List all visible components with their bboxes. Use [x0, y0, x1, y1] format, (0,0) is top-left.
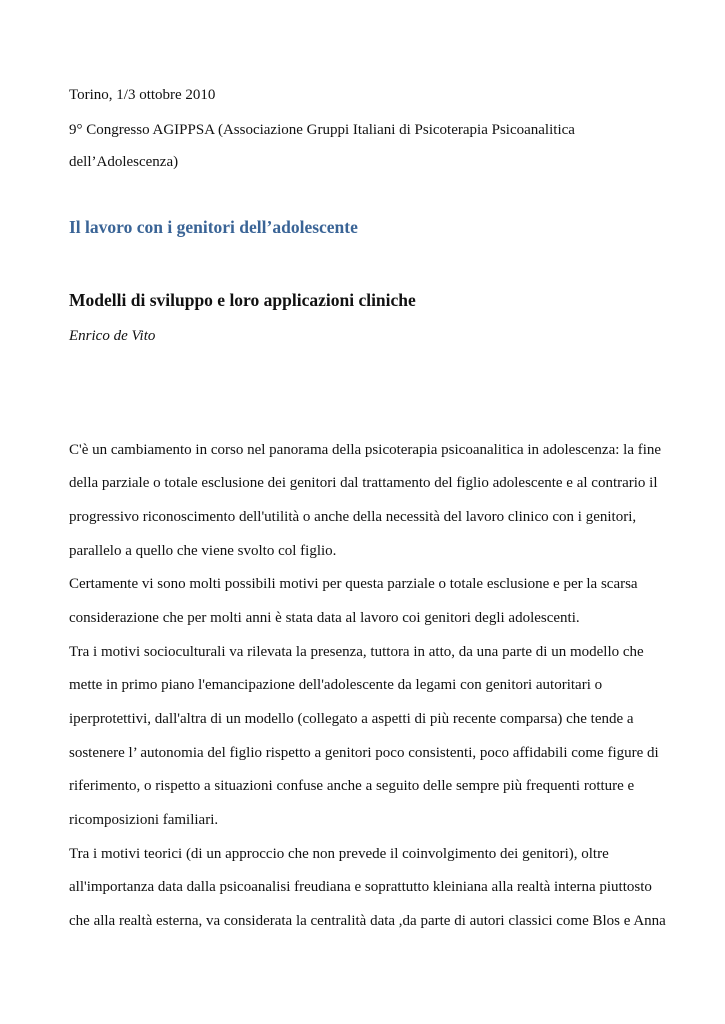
document-title: Il lavoro con i genitori dell’adolescente [69, 217, 358, 237]
congress-line-1: 9° Congresso AGIPPSA (Associazione Gruppi Italiani di Psicoterapia Psicoanalitica [69, 122, 575, 138]
body-line: della parziale o totale esclusione dei genitori dal trattamento del figlio adolescente e al contrario il [69, 475, 658, 491]
place-date: Torino, 1/3 ottobre 2010 [69, 87, 216, 103]
body-line: C'è un cambiamento in corso nel panorama della psicoterapia psicoanalitica in adolescenza: la fine [69, 442, 662, 458]
author-name: Enrico de Vito [69, 328, 156, 344]
body-line: Tra i motivi socioculturali va rilevata la presenza, tuttora in atto, da una parte di un modello che [69, 644, 644, 660]
body-line: parallelo a quello che viene svolto col figlio. [69, 543, 337, 559]
body-line: considerazione che per molti anni è stata data al lavoro coi genitori degli adolescenti. [69, 610, 580, 626]
body-line: Certamente vi sono molti possibili motivi per questa parziale o totale esclusione e per la scarsa [69, 576, 638, 592]
body-line: all'importanza data dalla psicoanalisi freudiana e soprattutto kleiniana alla realtà interna piuttosto [69, 879, 652, 895]
body-line: sostenere l’ autonomia del figlio rispetto a genitori poco consistenti, poco affidabili come figure di [69, 745, 659, 761]
document-subtitle: Modelli di sviluppo e loro applicazioni cliniche [69, 290, 416, 310]
congress-line-2: dell’Adolescenza) [69, 154, 179, 170]
body-line: Tra i motivi teorici (di un approccio che non prevede il coinvolgimento dei genitori), oltre [69, 846, 609, 862]
body-line: che alla realtà esterna, va considerata la centralità data ,da parte di autori classici come Blos e Anna [69, 913, 666, 929]
body-line: ricomposizioni familiari. [69, 812, 219, 828]
body-line: riferimento, o rispetto a situazioni confuse anche a seguito delle sempre più frequenti rotture e [69, 778, 635, 794]
body-line: progressivo riconoscimento dell'utilità o anche della necessità del lavoro clinico con i genitori, [69, 509, 637, 525]
body-line: mette in primo piano l'emancipazione dell'adolescente da legami con genitori autoritari o [69, 677, 603, 693]
body-line: iperprotettivi, dall'altra di un modello (collegato a aspetti di più recente comparsa) che tende a [69, 711, 634, 727]
